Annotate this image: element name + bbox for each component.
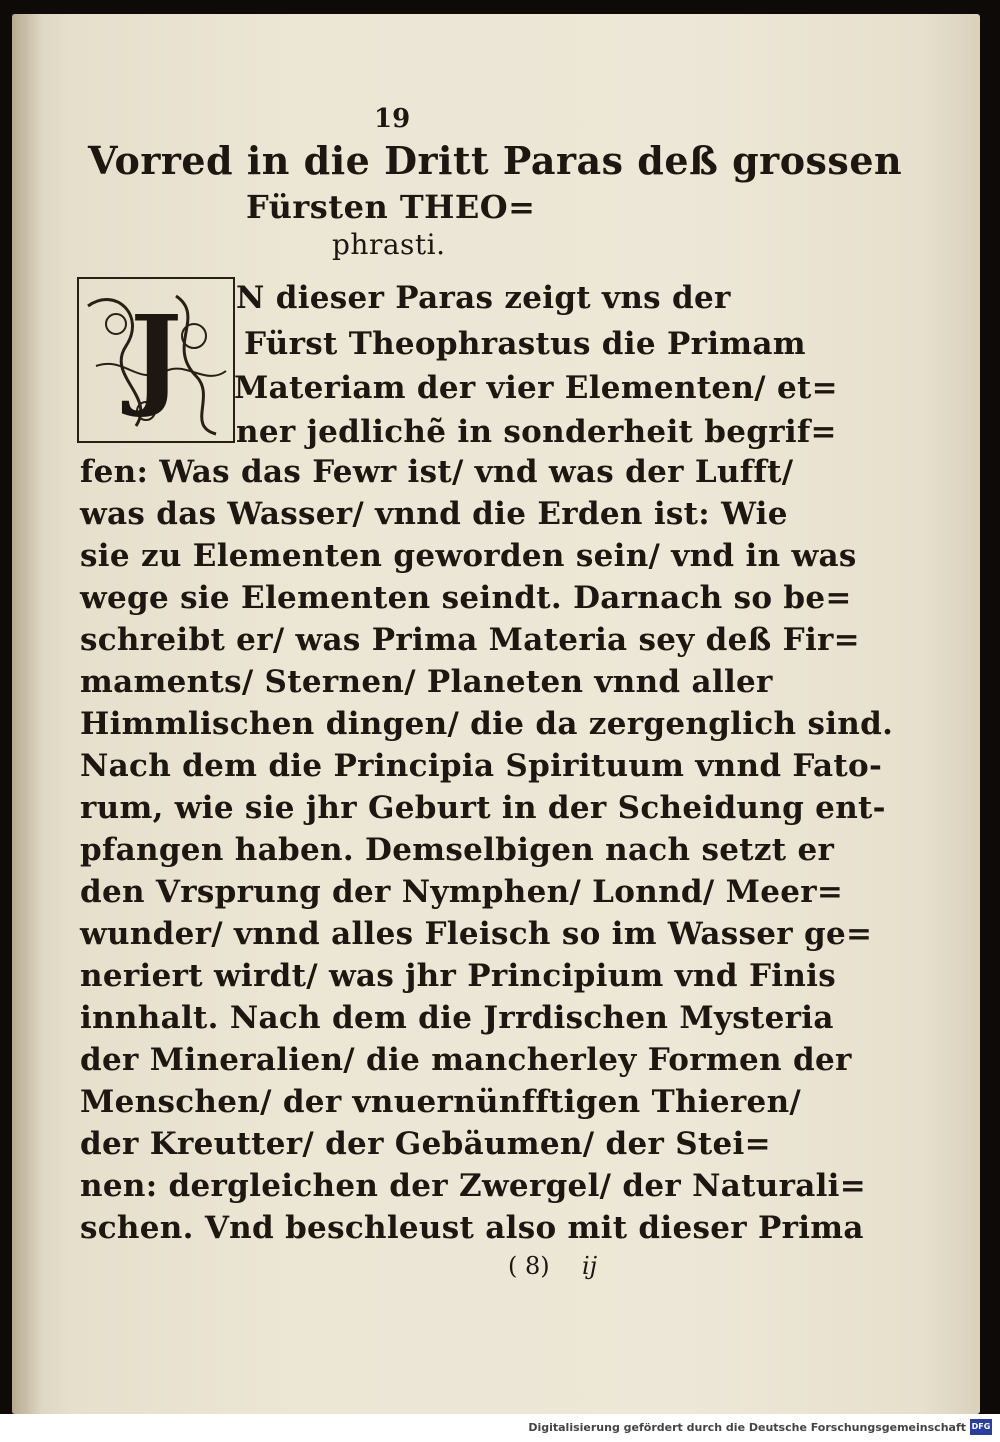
body-line-13: rum, wie sie jhr Geburt in der Scheidung ent- <box>80 790 886 826</box>
body-line-21: der Kreutter/ der Gebäumen/ der Stei= <box>80 1126 771 1162</box>
body-line-9: schreibt er/ was Prima Materia sey deß Fir= <box>80 622 860 658</box>
footer-credit-text: Digitalisierung gefördert durch die Deutsche Forschungsgemeinschaft <box>528 1421 966 1434</box>
body-line-16: wunder/ vnnd alles Fleisch so im Wasser ge= <box>80 916 873 952</box>
body-line-6: was das Wasser/ vnnd die Erden ist: Wie <box>80 496 788 532</box>
body-line-15: den Vrsprung der Nymphen/ Lonnd/ Meer= <box>80 874 844 910</box>
body-line-5: fen: Was das Fewr ist/ vnd was der Lufft/ <box>80 454 794 490</box>
body-line-18: innhalt. Nach dem die Jrrdischen Mysteria <box>80 1000 834 1036</box>
body-line-14: pfangen haben. Demselbigen nach setzt er <box>80 832 835 868</box>
body-line-1: N dieser Paras zeigt vns der <box>236 280 731 316</box>
dfg-logo: DFG <box>970 1419 992 1435</box>
body-line-2: Fürst Theophrastus die Primam <box>244 326 806 362</box>
body-line-12: Nach dem die Principia Spirituum vnnd Fato- <box>80 748 883 784</box>
body-line-7: sie zu Elementen geworden sein/ vnd in was <box>80 538 857 574</box>
body-line-8: wege sie Elementen seindt. Darnach so be= <box>80 580 852 616</box>
body-line-10: maments/ Sternen/ Planeten vnnd aller <box>80 664 773 700</box>
body-line-22: nen: dergleichen der Zwergel/ der Naturali= <box>80 1168 867 1204</box>
initial-letter-glyph: J <box>129 291 183 420</box>
decorated-initial-letter <box>76 276 236 444</box>
heading-line-3: phrasti. <box>332 228 446 261</box>
body-line-20: Menschen/ der vnuernünfftigen Thieren/ <box>80 1084 802 1120</box>
page-number: 19 <box>374 104 411 134</box>
catchword: ij <box>582 1252 598 1280</box>
body-line-4: ner jedlichẽ in sonderheit begrif= <box>236 414 837 450</box>
signature-mark: ( 8) <box>508 1252 550 1280</box>
footer-bar <box>0 1414 1000 1442</box>
body-line-19: der Mineralien/ die mancherley Formen der <box>80 1042 852 1078</box>
body-line-3: Materiam der vier Elementen/ et= <box>234 370 838 406</box>
body-line-11: Himmlischen dingen/ die da zergenglich sind. <box>80 706 894 742</box>
heading-line-2: Fürsten THEO= <box>246 188 536 226</box>
body-line-23: schen. Vnd beschleust also mit dieser Prima <box>80 1210 864 1246</box>
heading-line-1: Vorred in die Dritt Paras deß grossen <box>88 138 903 183</box>
body-line-17: neriert wirdt/ was jhr Principium vnd Finis <box>80 958 837 994</box>
